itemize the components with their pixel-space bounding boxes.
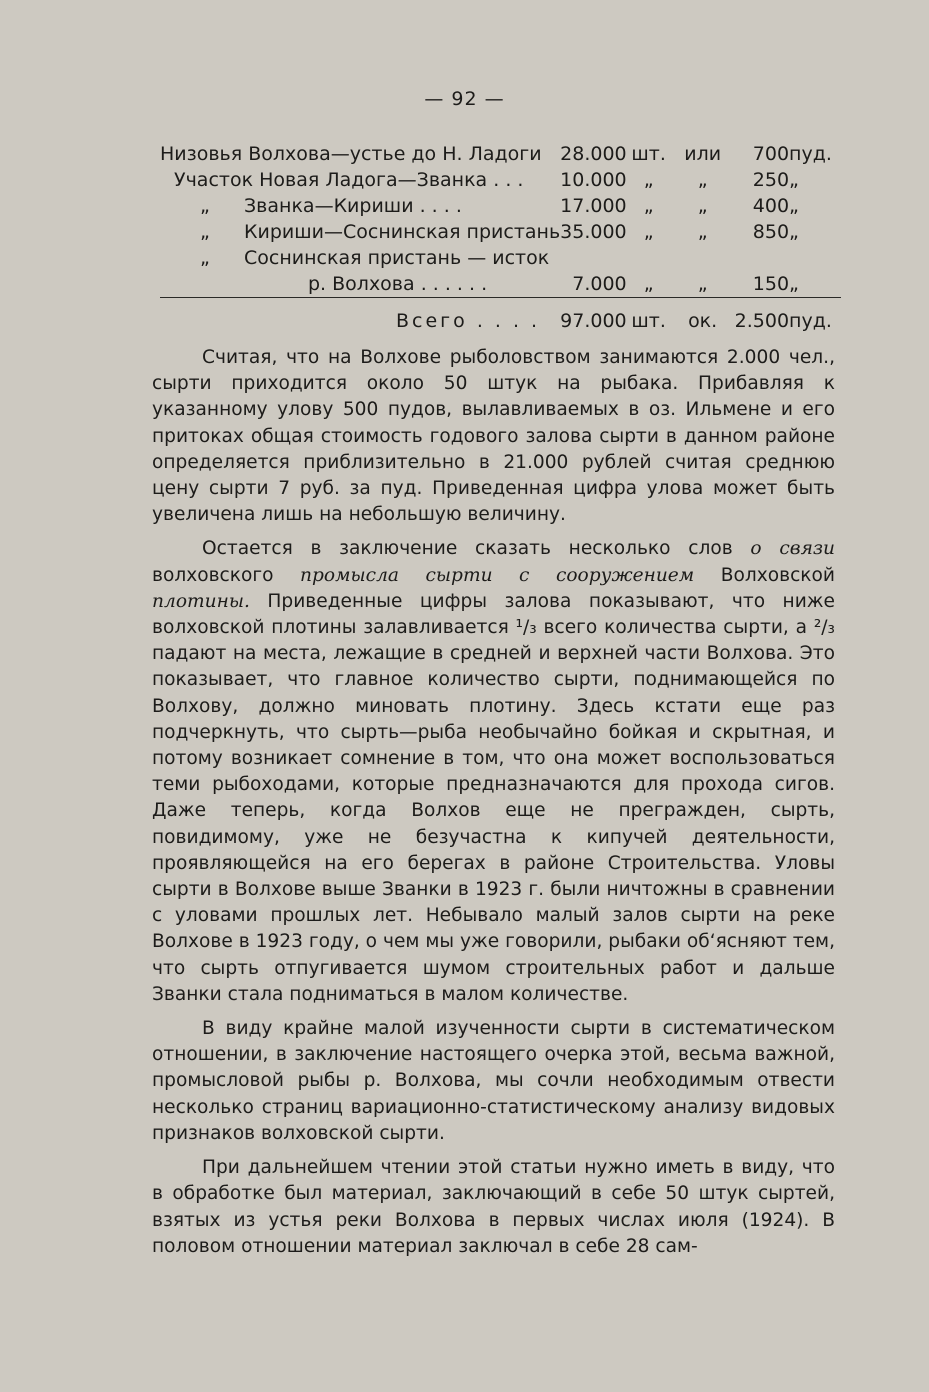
table-row: [160, 245, 841, 271]
paragraph: [152, 1016, 835, 1147]
unit-cell: пуд.: [789, 298, 841, 337]
count-cell: 17.000: [560, 195, 627, 217]
ditto-mark: „: [697, 273, 708, 295]
ditto-mark: „: [697, 169, 708, 191]
unit-cell: шт.: [631, 143, 666, 165]
location-cell: Кириши—Соснинская пристань: [244, 221, 561, 243]
unit-cell: пуд.: [789, 143, 832, 165]
table-row: [160, 193, 841, 219]
location-cell: Званка—Кириши . . . .: [244, 195, 462, 217]
puds-cell: 400: [752, 195, 790, 217]
ditto-mark: „: [789, 221, 799, 243]
unit-cell: шт.: [627, 298, 671, 337]
catch-table: [160, 141, 841, 336]
unit-cell: ок.: [671, 298, 735, 337]
page-number: — 92 —: [424, 88, 505, 110]
unit-cell: или: [684, 143, 722, 165]
count-cell: 35.000: [560, 221, 627, 243]
puds-cell: 850: [752, 221, 790, 243]
count-cell: 28.000: [560, 143, 627, 165]
total-puds: 2.500: [735, 298, 789, 337]
emphasis-text: плотины.: [152, 590, 250, 612]
puds-cell: 150: [752, 273, 790, 295]
ditto-mark: „: [200, 195, 210, 217]
ditto-mark: „: [200, 247, 210, 269]
location-cell: Соснинская пристань — исток: [244, 247, 550, 269]
count-cell: 10.000: [560, 169, 627, 191]
total-count: 97.000: [560, 298, 626, 337]
total-label: Всего . . . .: [396, 310, 541, 332]
paragraph: [152, 536, 835, 1008]
ditto-mark: „: [789, 169, 799, 191]
table-row: [160, 167, 841, 193]
text-run: Считая, что на Волхове рыболовством занимаются 2.000 чел., сырти приходится около 50 штук на рыбака. Прибавляя к указанному улову 500 пудов, вылавливаемых в оз. Ильмене и его притоках общая стоимость годового залова сырти в данном районе определяется приблизительно в 21.000 рублей считая среднюю цену сырти 7 руб. за пуд. Приведенная цифра улова может быть увеличена лишь на небольшую величину.: [152, 347, 835, 526]
ditto-mark: „: [643, 221, 654, 243]
total-row: [160, 298, 841, 337]
emphasis-text: промысла сырти с сооружением: [300, 564, 695, 586]
count-cell: 7.000: [572, 273, 627, 295]
text-run: Приведенные цифры залова показывают, что ниже волховской плотины залавливается ¹/₃ всего количества сырти, а ²/₃ падают на места, лежащие в средней и верхней части Волхова. Это показывает, что главное количество сырти, поднимающейся по Волхову, должно миновать плотину. Здесь кстати еще раз подчеркнуть, что сырть—рыба необычайно бойкая и скрытная, и потому возникает сомнение в том, что она может воспользоваться теми рыбоходами, которые предназначаются для прохода сигов. Даже теперь, когда Волхов еще не прегражден, сырть, повидимому, уже не безучастна к кипучей деятельности, проявляющейся на его берегах в районе Строительства. Уловы сырти в Волхове выше Званки в 1923 г. были ничтожны в сравнении с уловами прошлых лет. Небывало малый залов сырти на реке Волхове в 1923 году, о чем мы уже говорили, рыбаки об‘ясняют тем, что сырть отпугивается шумом строительных работ и дальше Званки стала подниматься в малом количестве.: [152, 590, 835, 1005]
text-run: Волховской: [694, 564, 835, 586]
puds-cell: 250: [752, 169, 790, 191]
body-text: [152, 345, 835, 1268]
text-run: В виду крайне малой изученности сырти в систематическом отношении, в заключение настоящего очерка этой, весьма важной, промысловой рыбы р. Волхова, мы сочли необходимым отвести несколько страниц вариационно-статистическому анализу видовых признаков волховской сырти.: [152, 1018, 835, 1144]
location-cell: р. Волхова . . . . . .: [308, 273, 488, 295]
emphasis-text: о связи: [750, 538, 835, 560]
location-cell: Участок Новая Ладога—Званка . . .: [174, 169, 524, 191]
ditto-mark: „: [789, 195, 799, 217]
ditto-mark: „: [643, 273, 654, 295]
ditto-mark: „: [643, 195, 654, 217]
table-row: [160, 141, 841, 167]
ditto-mark: „: [697, 221, 708, 243]
ditto-mark: „: [200, 221, 210, 243]
ditto-mark: „: [789, 273, 799, 295]
location-cell: Низовья Волхова—устье до Н. Ладоги: [160, 143, 542, 165]
text-run: волховского: [152, 564, 301, 586]
table-row: [160, 219, 841, 245]
table-row: [160, 271, 841, 298]
paragraph: [152, 345, 835, 528]
paragraph: [152, 1155, 835, 1260]
ditto-mark: „: [643, 169, 654, 191]
ditto-mark: „: [697, 195, 708, 217]
text-run: Остается в заключение сказать несколько слов: [202, 538, 751, 560]
puds-cell: 700: [752, 143, 790, 165]
text-run: При дальнейшем чтении этой статьи нужно иметь в виду, что в обработке был материал, заключающий в себе 50 штук сыртей, взятых из устья реки Волхова в первых числах июля (1924). В половом отношении материал заключал в себе 28 сам-: [152, 1157, 835, 1257]
